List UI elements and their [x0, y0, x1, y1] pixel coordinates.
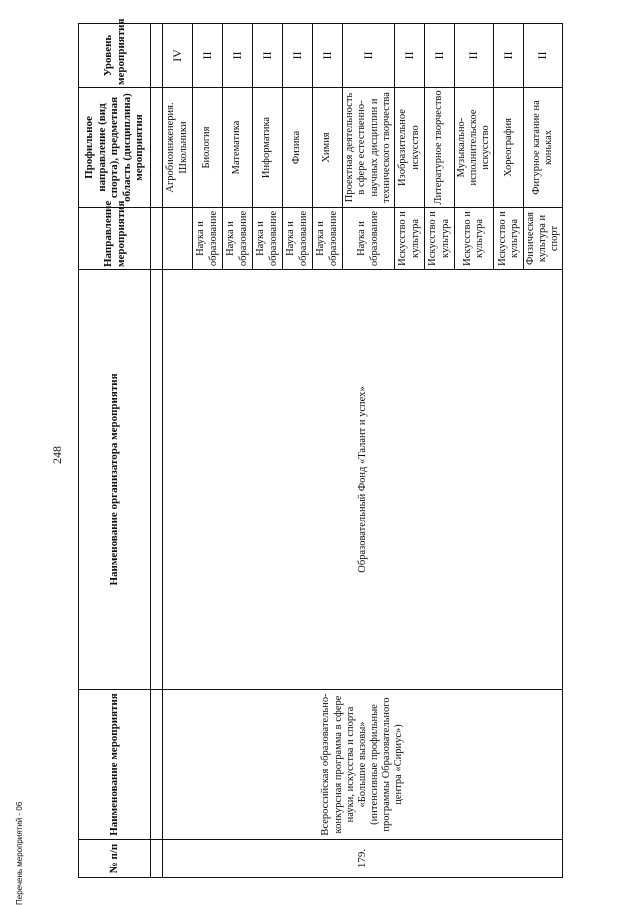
level-cell: IV	[163, 24, 193, 88]
empty-cell	[151, 88, 163, 208]
direction-cell: Наука и образование	[253, 208, 283, 270]
empty-cell	[151, 270, 163, 690]
header-organizer: Наименование организатора мероприятия	[79, 270, 151, 690]
header-profile: Профильное направление (вид спорта), предметная область (дисциплина) мероприятия	[79, 88, 151, 208]
direction-cell: Наука и образование	[223, 208, 253, 270]
profile-cell: Химия	[313, 88, 343, 208]
profile-cell: Физика	[283, 88, 313, 208]
profile-cell: Информатика	[253, 88, 283, 208]
level-cell: II	[524, 24, 563, 88]
empty-cell	[151, 24, 163, 88]
level-cell: II	[283, 24, 313, 88]
profile-cell: Математика	[223, 88, 253, 208]
level-cell: II	[455, 24, 494, 88]
level-cell: II	[395, 24, 425, 88]
direction-cell: Наука и образование	[193, 208, 223, 270]
profile-cell: Биология	[193, 88, 223, 208]
level-cell: II	[253, 24, 283, 88]
profile-cell: Проектная деятельность в сфере естественно-научных дисциплин и технического творчества	[343, 88, 395, 208]
events-table	[78, 18, 563, 878]
header-number: № п/п	[79, 840, 151, 878]
direction-cell: Наука и образование	[343, 208, 395, 270]
header-level: Уровень мероприятия	[79, 24, 151, 88]
direction-cell: Искусство и культура	[425, 208, 455, 270]
table-row	[163, 24, 193, 878]
footer-text: Перечень мероприятий - 06	[15, 801, 24, 905]
event-organizer: Образовательный Фонд «Талант и успех»	[163, 270, 563, 690]
header-direction: Направление мероприятия	[79, 208, 151, 270]
level-cell: II	[494, 24, 524, 88]
level-cell: II	[313, 24, 343, 88]
empty-cell	[151, 690, 163, 840]
profile-cell: Хореография	[494, 88, 524, 208]
profile-cell: Агробиоинженерия. Школьники	[163, 88, 193, 208]
events-table-rotated	[78, 18, 563, 878]
direction-cell: Наука и образование	[283, 208, 313, 270]
level-cell: II	[343, 24, 395, 88]
level-cell: II	[193, 24, 223, 88]
event-number: 179.	[163, 840, 563, 878]
profile-cell: Литературное творчество	[425, 88, 455, 208]
direction-cell: Искусство и культура	[494, 208, 524, 270]
direction-cell: Искусство и культура	[395, 208, 425, 270]
profile-cell: Изобразительное искусство	[395, 88, 425, 208]
event-name: Всероссийская образовательно-конкурсная программа в сфере науки, искусства и спорта «Большие вызовы» (интенсивные профильные программы Образовательного центра «Сириус»)	[163, 690, 563, 840]
page-number: 248	[50, 446, 64, 464]
profile-cell: Фигурное катание на коньках	[524, 88, 563, 208]
empty-cell	[151, 840, 163, 878]
empty-cell	[151, 208, 163, 270]
level-cell: II	[223, 24, 253, 88]
direction-cell: Физическая культура и спорт	[524, 208, 563, 270]
level-cell: II	[425, 24, 455, 88]
direction-cell: Искусство и культура	[455, 208, 494, 270]
profile-cell: Музыкально-исполнительское искусство	[455, 88, 494, 208]
direction-cell	[163, 208, 193, 270]
header-event-name: Наименование мероприятия	[79, 690, 151, 840]
direction-cell: Наука и образование	[313, 208, 343, 270]
